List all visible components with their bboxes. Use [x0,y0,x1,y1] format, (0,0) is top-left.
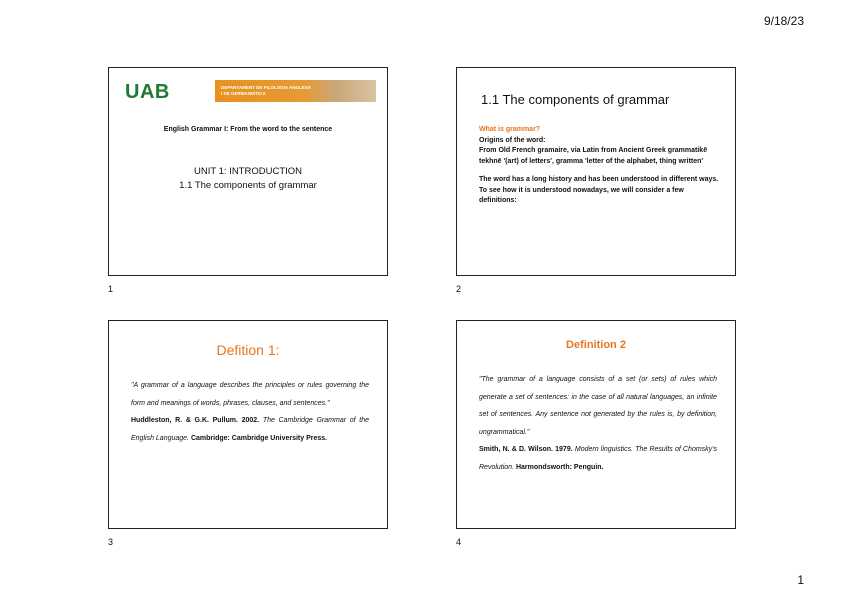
unit-title: UNIT 1: INTRODUCTION [193,166,303,177]
etymology: tekhnē '(art) of letters', gramma 'letter of the alphabet, thing written' [479,157,704,165]
slide-2 [456,67,736,276]
reference-authors: Smith, N. & D. Wilson. 1979. [479,446,573,453]
section-title: 1.1 The components of grammar [179,180,317,191]
dept-line-2: I DE GERMANÍSTICA [221,91,266,96]
reference-book: Modern linguistics. The Results of Chomsky's Revolution. [479,446,718,471]
slide-number-1: 1 [108,284,114,294]
definition-body [479,371,717,476]
slide-title: Definition 2 [566,339,626,351]
slide-body [479,125,719,207]
slide-1 [108,67,388,276]
slide-3 [108,320,388,529]
question: What is grammar? [479,126,541,133]
slide-4 [456,320,736,529]
definition-body [131,377,369,447]
slide-number-4: 4 [456,537,462,547]
course-subtitle: English Grammar I: From the word to the sentence [163,126,333,133]
dept-line-1: DEPARTAMENT DE FILOLOGIA ANGLESA [221,85,311,90]
slide-number-2: 2 [456,284,462,294]
reference [131,412,369,447]
origins-label: Origins of the word: [479,136,546,144]
slide-title: Defition 1: [216,342,280,358]
reference-authors: Huddleston, R. & G.K. Pullum. 2002. [131,417,260,424]
see-text: To see how it is understood nowadays, we will consider a few definitions: [479,186,684,204]
department-banner [215,80,376,102]
reference-book: The Cambridge Grammar of the English Language. [131,417,369,442]
definition-quote: "A grammar of a language describes the principles or rules governing the form and meanings of words, phrases, clauses, and sentences." [131,382,369,407]
slide-title: 1.1 The components of grammar [481,92,670,107]
print-date: 9/18/23 [763,14,804,28]
origins-text: From Old French gramaire, via Latin from Ancient Greek grammatikē [479,147,708,154]
history-text: The word has a long history and has been understood in different ways. [479,176,719,183]
page-number: 1 [797,573,804,587]
reference-publisher: Cambridge: Cambridge University Press. [190,434,328,442]
definition-quote: "The grammar of a language consists of a set (or sets) of rules which generate a set of sentences: in the case of all natural languages, an infinite set of sentences. Any sentence not generated by the rules is, by definition, ungrammatical." [479,376,717,436]
reference [479,441,717,476]
reference-publisher: Harmondsworth: Penguin. [515,463,604,471]
uab-logo: UAB [125,81,170,103]
slide-number-3: 3 [108,537,114,547]
